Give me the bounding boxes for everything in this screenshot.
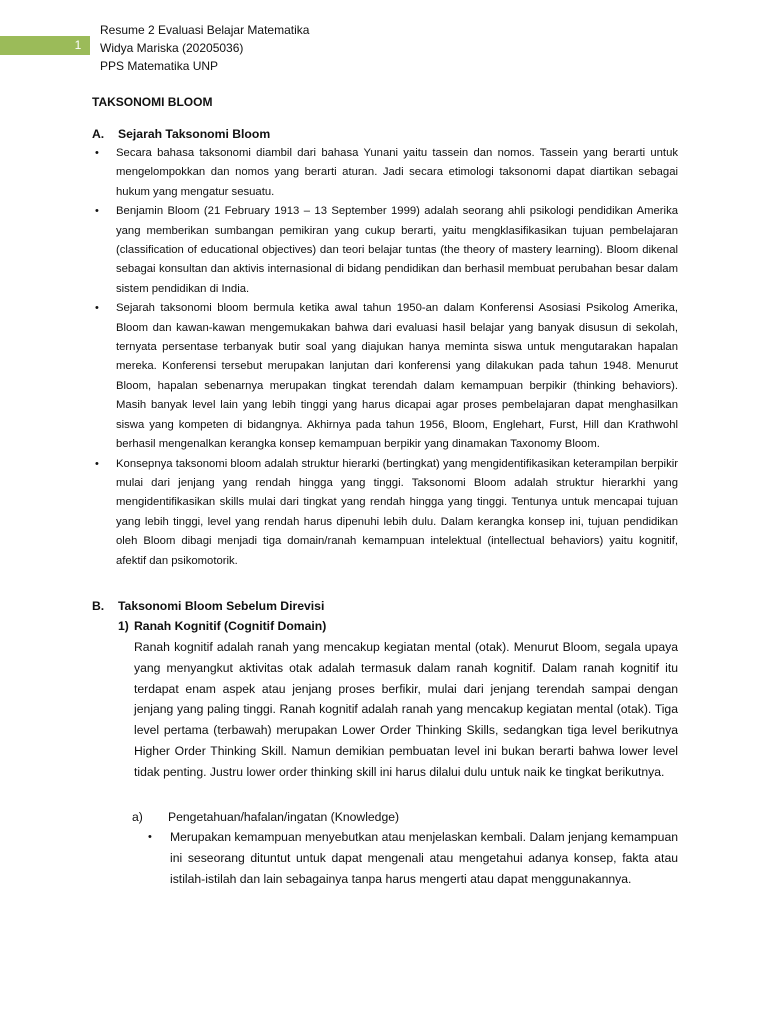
subsection-1-title: Ranah Kognitif (Cognitif Domain)	[134, 618, 327, 633]
list-item	[92, 202, 678, 299]
section-a-bullet-list	[92, 144, 678, 571]
section-b-letter: B.	[92, 598, 105, 613]
subsection-1-paragraph: Ranah kognitif adalah ranah yang mencakup kegiatan mental (otak). Menurut Bloom, segala upaya yang menyangkut aktivitas otak adalah termasuk dalam ranah kognitif. Dalam ranah kognitif itu terdapat enam aspek atau jenjang proses berfikir, mulai dari jenjang terendah sampai dengan jenjang yang paling tinggi. Ranah kognitif adalah ranah yang mencakup kegiatan mental (otak). Tiga level pertama (terbawah) merupakan Lower Order Thinking Skills, sedangkan tiga level berikutnya Higher Order Thinking Skill. Namun demikian pembuatan level ini bukan berarti bahwa lower level tidak penting. Justru lower order thinking skill ini harus dilalui dulu untuk naik ke tingkat berikutnya.	[134, 639, 678, 779]
document-title: TAKSONOMI BLOOM	[92, 95, 213, 109]
page-number: 1	[74, 38, 82, 52]
document-body	[92, 92, 678, 890]
bullet-icon: •	[95, 205, 99, 218]
list-item-text: Konsepnya taksonomi bloom adalah struktur hierarki (bertingkat) yang mengidentifikasikan keterampilan berpikir mulai dari jenjang yang rendah hingga yang tinggi. Taksonomi Bloom adalah struktur hierarkhi yang mengidentifikasikan skills mulai dari tingkat yang rendah hingga yang tinggi. Tentunya untuk mencapai tujuan yang lebih tinggi, level yang rendah harus dipenuhi lebih dulu. Dalam kerangka konsep ini, tujuan pendidikan oleh Bloom dibagi menjadi tiga domain/ranah kemampuan intelektual (intellectual behaviors) yaitu kognitif, afektif dan psikomotorik.	[116, 457, 678, 567]
list-item	[92, 455, 678, 571]
header-author: Widya Mariska (20205036)	[100, 41, 244, 55]
header-program: PPS Matematika UNP	[100, 59, 219, 73]
subsection-1-heading	[118, 616, 678, 637]
section-b-heading	[92, 596, 678, 616]
bullet-icon: •	[95, 457, 99, 470]
subsection-a-heading	[132, 807, 678, 827]
list-item-text: Sejarah taksonomi bloom bermula ketika awal tahun 1950-an dalam Konferensi Asosiasi Psikolog Amerika, Bloom dan kawan-kawan mengemukakan bahwa dari evaluasi hasil belajar yang banyak disusun di sekolah, ternyata persentase terbanyak butir soal yang diajukan hanya meminta siswa untuk mengutarakan hapalan mereka. Konferensi tersebut merupakan lanjutan dari konferensi yang dilakukan pada tahun 1948. Menurut Bloom, hapalan sebenarnya merupakan tingkat terendah dalam kemampuan berpikir (thinking behaviors). Masih banyak level lain yang lebih tinggi yang harus dicapai agar proses pembelajaran dapat menghasilkan siswa yang kompeten di bidangnya. Akhirnya pada tahun 1956, Bloom, Englehart, Furst, Hill dan Krathwohl berhasil mengenalkan kerangka konsep kemampuan berpikir yang dinamakan Taxonomy Bloom.	[116, 302, 678, 451]
bullet-icon: •	[95, 302, 99, 315]
header-course-title: Resume 2 Evaluasi Belajar Matematika	[100, 23, 310, 37]
page-header	[100, 21, 309, 75]
list-item	[92, 144, 678, 202]
list-item	[148, 827, 678, 890]
list-item-text: Benjamin Bloom (21 February 1913 – 13 September 1999) adalah seorang ahli psikologi pendidikan Amerika yang memberikan sumbangan pemikiran yang cukup berarti, yaitu mengklasifikasikan tujuan pembelajaran (classification of educational objectives) dan teori belajar tuntas (the theory of mastery learning). Bloom dikenal sebagai konsultan dan aktivis internasional di bidang pendidikan dan berhasil membuat perubahan besar dalam sistem pendidikan di India.	[116, 205, 678, 295]
section-b-title: Taksonomi Bloom Sebelum Direvisi	[118, 598, 325, 613]
list-item	[92, 299, 678, 454]
subsection-a-title: Pengetahuan/hafalan/ingatan (Knowledge)	[168, 809, 400, 824]
bullet-icon: •	[148, 830, 152, 843]
section-a-letter: A.	[92, 127, 105, 141]
section-a-heading	[92, 124, 678, 144]
bullet-icon: •	[95, 147, 99, 159]
section-a-title: Sejarah Taksonomi Bloom	[118, 127, 271, 141]
list-item-text: Secara bahasa taksonomi diambil dari bahasa Yunani yaitu tassein dan nomos. Tassein yang berarti untuk mengelompokkan dan nomos yang berarti aturan. Jadi secara etimologi taksonomi dapat diartikan sebagai hukum yang mengatur sesuatu.	[116, 147, 678, 198]
subsection-a-bullet-list	[148, 827, 678, 890]
subsection-a-letter: a)	[132, 809, 143, 824]
list-item-text: Merupakan kemampuan menyebutkan atau menjelaskan kembali. Dalam jenjang kemampuan ini seseorang dituntut untuk dapat mengenali atau mengetahui adanya konsep, fakta atau istilah-istilah dan lain sebagainya tanpa harus mengerti atau dapat menggunakannya.	[170, 829, 678, 886]
subsection-1-number: 1)	[118, 618, 129, 633]
